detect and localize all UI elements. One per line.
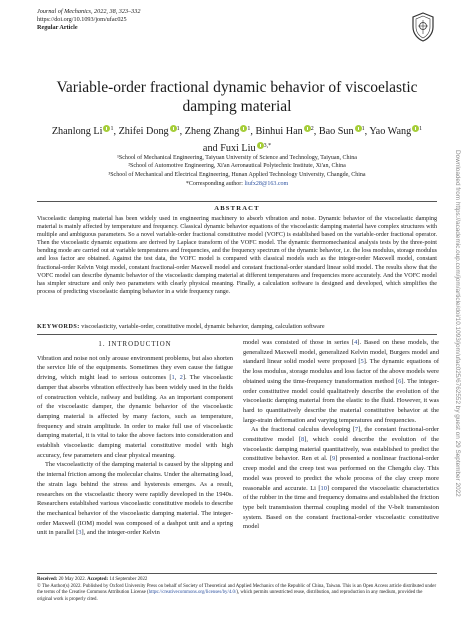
body-column-right — [243, 338, 439, 532]
citation-link[interactable]: 3 — [78, 529, 82, 537]
doi-link[interactable]: https://doi.org/10.1093/jom/ufac025 — [37, 16, 127, 23]
author[interactable]: Zhanlong Li $^1$ — [51, 126, 114, 137]
orcid-icon[interactable] — [355, 125, 362, 132]
author[interactable]: Zhifei Dong $^1$ — [118, 126, 180, 137]
divider — [37, 573, 437, 574]
citation-link[interactable]: 8 — [301, 436, 305, 444]
keywords — [37, 323, 437, 331]
body-column-left — [37, 338, 233, 538]
author[interactable]: Bao Sun $^1$ — [318, 126, 365, 137]
article-title: Variable-order fractional dynamic behavior of viscoelastic damping material — [56, 79, 418, 115]
journal-header — [37, 8, 140, 32]
footer — [37, 577, 437, 603]
orcid-icon[interactable] — [304, 125, 311, 132]
author[interactable]: Zheng Zhang $^1$ — [184, 126, 251, 137]
citation-link[interactable]: 1 — [171, 374, 175, 382]
corresponding-author: *Corresponding author: liufx28@163.com — [185, 181, 289, 187]
license-text: © The Author(s) 2022. Published by Oxford University Press on behalf of Society of Theoretical and Applied Mechanics of the Republic of China, Taiwan. This is an Open Access article distributed under the terms of the Creative Commons Attribution License (https://creativecommons.org/licenses/by/4.0/), which permits unrestricted reuse, distribution, and reproduction in any medium, provided the original work is properly cited. — [37, 583, 437, 602]
divider — [37, 334, 437, 335]
keywords-label: KEYWORDS: — [37, 324, 80, 330]
seal-logo-icon — [411, 12, 435, 42]
abstract-text: Viscoelastic damping material has been widely used in engineering machinery to absorb vibration and noise. Dynamic behavior of the viscoelastic damping material is mainly affected by temperature and frequency. Classical dynamic behavior equations of the viscoelastic damping material have complex structures with multiple and ambiguous parameters. So a novel variable-order fractional constitutive model (VOFC) is established based on the variable-order fractional operator. Then the viscoelastic dynamic equations are derived by Laplace transform of the VOFC model. The dynamic thermomechanical analysis tests by the three-point bending mode are carried out at variable temperatures and frequencies, and the frequency spectrum of the dynamic behavior, i.e. the loss modulus, storage modulus and loss factor are obtained. Against the test data, the VOFC model is compared with classical models such as the integer-order Maxwell model, constant fractional-order Kelvin Voigt model, constant fractional-order Maxwell model and constant fractional-order standard linear solid model. The results show that the VOFC model can describe dynamic behavior of the viscoelastic damping material at different temperatures and frequencies more accurately. And the VOFC model has simpler structure and only two parameters with clearly physical meaning. Finally, a calculation software is designed and developed, which simplifies the process of predicting viscoelastic damping behavior in a wide frequency range. — [37, 216, 437, 295]
citation-link[interactable]: 6 — [398, 377, 402, 385]
author-list: Zhanlong Li $^1$, Zhifei Dong $^1$, Zheng Zhang $^1$, Binhui Han $^2$, Bao Sun $^1$, Yao Wang $^1$ and Fuxi Liu $^{3,*}$ — [51, 126, 423, 154]
citation-link[interactable]: 7 — [354, 426, 359, 434]
citation-link[interactable]: 5 — [360, 358, 364, 366]
author[interactable]: Binhui Han $^2$ — [255, 126, 314, 137]
article-type: Regular Article — [37, 24, 78, 31]
abstract-heading: ABSTRACT — [214, 205, 260, 212]
citation-link[interactable]: 10 — [320, 484, 327, 492]
paragraph: Vibration and noise not only arouse environment problems, but also shorten the service life of the equipments. Sometimes they even cause the fatigue driving, which might lead to serious outcomes [1, 2]. The viscoelastic damper that absorbs vibration effectively has been widely used in the fields of construction vehicle, railway and building. As an important component of the viscoelastic damper, the dynamic behavior of the viscoelastic damping material is affected by many factors, such as temperature, frequency and strain amplitude. In order to make full use of viscoelastic damping material, it is vital to take the above factors into consideration and establish viscoelastic damping material constitutive model with high accuracy, few parameters and clear physical meaning. — [37, 354, 234, 459]
author[interactable]: Fuxi Liu $^{3,*}$ — [220, 143, 272, 154]
affiliation: ²School of Automotive Engineering, Xi'an Aeronautical Polytechnic Institute, Xi'an, China — [128, 163, 346, 170]
section-heading: 1. INTRODUCTION — [98, 341, 172, 348]
license-link[interactable]: https://creativecommons.org/licenses/by/4.0/ — [148, 590, 237, 595]
keywords-text: viscoelasticity, variable-order, constitutive model, dynamic behavior, damping, calculation software — [81, 324, 325, 330]
journal-citation: Journal of Mechanics, 2022, 38, 323–332 — [37, 8, 141, 15]
orcid-icon[interactable] — [170, 125, 177, 132]
download-watermark: Downloaded from https://academic.oup.com/jom/article/doi/10.1093/jom/ufac025/6762552 by guest on 29 September 2022 — [454, 150, 461, 497]
citation-link[interactable]: 9 — [332, 455, 336, 463]
divider — [37, 201, 437, 202]
paragraph: The viscoelasticity of the damping material is caused by the slipping and the internal friction among the molecular chains. Under the alternating load, the strain lags behind the stress and hysteresis emerges. As a result, researches on the viscoelastic theory were rapidly developed in the 1940s. Researchers established various viscoelastic constitutive models to describe the mechanical behavior of the viscoelastic damping material. The integer-order Maxwell (IOM) model was composed of a dashpot unit and a spring unit in parallel [3], and the integer-order Kelvin — [37, 461, 233, 537]
author[interactable]: Yao Wang $^1$ — [369, 126, 423, 137]
paragraph: As the fractional calculus developing [7], the constant fractional-order constitutive model [8], which could describe the evolution of the viscoelastic damping material quantitatively, was established to predict the constitutive behavior. Ren et al. [9] presented a nonlinear fractional-order creep model and the creep test was performed on the Chengdu clay. This model was proved to predict the whole process of the clay creep more reasonable and accurate. Li [10] compared the viscoelastic characteristics of the rubber in the time and frequency domains and established the friction type belt transmission thermal coupling model of the V-belt transmission system. Based on the constant fractional-order viscoelastic constitutive model — [243, 426, 439, 531]
affiliations — [37, 154, 437, 179]
citation-link[interactable]: 4 — [354, 339, 358, 346]
email-link[interactable]: liufx28@163.com — [244, 181, 289, 187]
affiliation: ¹School of Mechanical Engineering, Taiyuan University of Science and Technology, Taiyuan, China — [117, 155, 357, 161]
affiliation: ³School of Mechanical and Electrical Engineering, Hunan Applied Technology University, Changde, China — [108, 171, 366, 178]
paragraph: model was consisted of those in series [4]. Based on these models, the generalized Maxwell model, generalized Kelvin model, Burgers model and standard linear solid model were proposed [5]. The dynamic equations of the loss modulus, storage modulus and loss factor of the above models were obtained using the time-frequency transformation method [6]. The integer-order constitutive model could qualitatively describe the evolution of the viscoelastic damping material from the elastic to the fluid. However, it was hard to quantitatively describe the material constitutive behavior at the large-strain deformation and varying temperatures and frequencies. — [243, 339, 439, 424]
orcid-icon[interactable] — [257, 142, 264, 149]
citation-link[interactable]: 2 — [179, 374, 183, 382]
received-accepted: Received: 20 May 2022. Accepted: 14 September 2022 — [37, 577, 148, 582]
